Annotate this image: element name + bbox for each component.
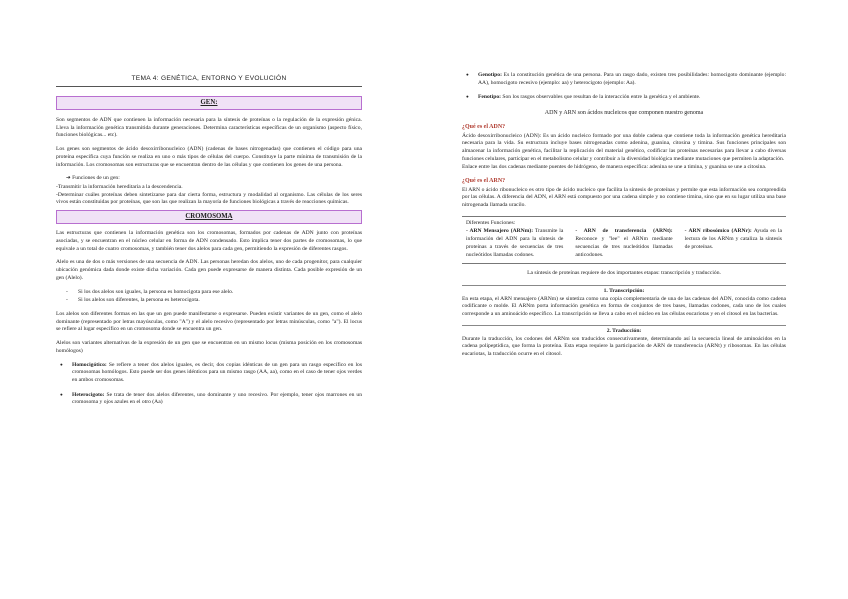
- rna-type-text: Ayuda en la lectura de los ARNm y cataliza la síntesis de proteínas.: [684, 228, 782, 250]
- gen-functions-list: [56, 184, 362, 207]
- term-definition: Es la constitución genética de una persona. Para un rasgo dado, existen tres posibilidades: homocigoto dominante (ejemplo: AA), homocigoto recesivo (ejemplo: aa) y heterocigoto (ejemplo: Aa).: [478, 72, 786, 86]
- rna-type-text: Transmite la información del ADN para la síntesis de proteínas a través de secuencias de tres nucleótidos llamadas codones.: [466, 228, 564, 258]
- cromosoma-paragraph-1: Las estructuras que contienen la información genética son los cromosomas, formados por cadenas de ADN junto con proteínas asociadas, y se encuentran en el núcleo celular en forma de ADN condensado. Esto implica tener dos partes de cromosomas, lo que equivale a un total de cuatro cromosomas, y también tener dos alelos para cada gen, permitiendo la expresión de diferentes rasgos.: [56, 230, 362, 252]
- term-definition: Se trata de tener dos alelos diferentes, uno dominante y uno recesivo. Por ejemplo, tener ojos marrones en un cromosoma y ojos azules en el otro (Aa): [72, 391, 362, 406]
- rna-type-text: Reconoce y "lee" el ARNm mediante secuencias de tres nucleótidos llamadas anticodones.: [575, 236, 673, 258]
- rna-types-box: [462, 216, 786, 265]
- list-item: [462, 94, 786, 102]
- term-heterocigoto: Heterocigoto:: [72, 391, 105, 398]
- list-item: [462, 72, 786, 87]
- genotype-phenotype-list: [462, 72, 786, 102]
- term-fenotipo: Fenotipo:: [478, 94, 501, 101]
- term-homocigotico: Homocigótico:: [72, 361, 107, 368]
- gen-paragraph-1: Son segmentos de ADN que contienen la información necesaria para la síntesis de proteínas o la regulación de la expresión génica. Lleva la información genética transmitida durante generaciones. Determina características específicas de un organismo (aspecto físico, funciones biológicas... etc).: [56, 117, 362, 139]
- zygosity-list: [56, 362, 362, 408]
- list-item: [56, 362, 362, 385]
- rna-type-arnr: [685, 228, 782, 259]
- cromosoma-paragraph-2: Alelo es una de dos o más versiones de una secuencia de ADN. Las personas heredan dos alelos, uno de cada progenitor, para cualquier ubicación genómica dada donde existe dicha variación. Cada gen puede expresarse de manera distinta. Cada posible expresión de un gen (Alelo).: [56, 259, 362, 281]
- alelo-bullet-list: [56, 289, 362, 305]
- gen-function-item: -Determinar cuáles proteínas deben sintetizarse para dar cierta forma, estructura y modalidad al organismo. Las células de los seres vivos están constituidas por proteínas, que son las que realizan la mayoría de funciones biológicas a través de reacciones químicas.: [56, 191, 362, 206]
- adn-question-heading: ¿Qué es el ADN?: [462, 124, 506, 131]
- arn-question-heading: ¿Qué es el ARN?: [462, 178, 506, 185]
- protein-synthesis-intro: La síntesis de proteínas requiere de dos importantes etapas: transcripción y traducción.: [527, 270, 721, 277]
- adn-paragraph-2: Enlace entre las dos cadenas mediante puentes de hidrógeno, de manera específica: adenina se une a timina, y guanina se une a citosina.: [462, 163, 767, 170]
- translation-heading: 2. Traducción:: [462, 325, 786, 336]
- list-item: [56, 392, 362, 407]
- cromosoma-paragraph-4: Alelos son variantes alternativas de la expresión de un gen que se encuentran en un mismo locus (misma posición en los cromosomas homólogos): [56, 340, 362, 354]
- cromosoma-section-heading: CROMOSOMA: [56, 210, 362, 224]
- rna-type-arnm: [466, 228, 563, 259]
- rna-type-name: - ARN ribosómico (ARNr):: [684, 228, 752, 235]
- term-definition: Son los rasgos observables que resultan de la interacción entre la genética y el ambiente.: [501, 94, 701, 101]
- list-item: - Si los alelos son diferentes, la persona es heterocigota.: [56, 297, 362, 305]
- rna-type-arnt: [575, 228, 672, 259]
- right-content: [462, 72, 786, 365]
- adn-paragraph-1: Ácido desoxirribonucleico (ADN): Es un ácido nucleico formado por una doble cadena que contiene toda la información genética hereditaria necesaria para la vida. Su estructura incluye bases nitrogenadas como adenina, guanina, citosina y timina. Sus funciones principales son almacenar la información genética, facilitar la replicación del material genético, codificar las proteínas necesarias para llevar a cabo diversas funciones celulares, participar en el metabolismo celular y contribuir a la diversidad biológica mediante mutaciones que permiten la adaptación.: [462, 132, 786, 162]
- left-content: [56, 96, 362, 414]
- nucleic-acids-intro: ADN y ARN son ácidos nucleicos que componen nuestro genoma: [544, 110, 704, 117]
- gen-section-heading: GEN:: [56, 96, 362, 110]
- gen-paragraph-2: Los genes son segmentos de ácido desoxirribonucleico (ADN) (cadenas de bases nitrogenadas) que contienen el código para una proteína específica cuya función se realiza en uno o más tipos de células del cuerpo. Constituye la parte mínima de transmisión de la información. Los cromosomas son estructuras que se encuentran dentro de las células y que contienen los genes de una persona.: [56, 146, 362, 168]
- translation-paragraph: Durante la traducción, los codones del ARNm son traducidos consecutivamente, determinando así la secuencia lineal de aminoácidos en la cadena polipeptídica, que forma la proteína. Esta etapa requiere la participación de ARN de transferencia (ARNt) y ribosomas. En las células eucariotas, la traducción ocurre en el citosol.: [462, 335, 786, 358]
- page-title: TEMA 4: GENÉTICA, ENTORNO Y EVOLUCIÓN: [131, 75, 287, 82]
- gen-functions-title: ➔ Funciones de un gen:: [66, 175, 120, 182]
- arn-paragraph-1: El ARN o ácido ribonucleico es otro tipo de ácido nucleico que facilita la síntesis de proteínas y permite que esta información sea comprendida por las células. A diferencia del ADN, el ARN está compuesto por una cadena simple y no contiene timina, sino que en su lugar utiliza una base nitrogenada llamada uracilo.: [462, 186, 786, 208]
- cromosoma-paragraph-3: Los alelos son diferentes formas en las que un gen puede manifestarse o expresarse. Pueden existir variantes de un gen, como el alelo dominante (representado por letras mayúsculas, como "A") y el alelo recesivo (representado por letras minúsculas, como "a"). El locus se refiere al lugar específico en un cromosoma donde se encuentra un gen.: [56, 310, 362, 333]
- term-definition: Se refiere a tener dos alelos iguales, es decir, dos copias idénticas de un gen para un rasgo específico en los cromosomas homólogos. Esto puede ser dos genes idénticos para un mismo rasgo (AA, aa), como en el caso de tener ojos verdes en ambos cromosomas.: [72, 361, 362, 383]
- gen-function-item: -Transmitir la información hereditaria a la descendencia.: [56, 184, 183, 191]
- transcription-paragraph: En esta etapa, el ARN mensajero (ARNm) se sintetiza como una copia complementaria de una de las cadenas del ADN, conocida como cadena codificante o molde. El ARNm porta información genética en forma de conjuntos de tres bases, llamadas codones, cada uno de los cuales corresponde a un aminoácido específico. La transcripción se lleva a cabo en el núcleo en las células eucariotas y en el citosol en las bacterias.: [462, 295, 786, 318]
- rna-types-grid: [466, 228, 782, 259]
- term-genotipo: Genotipo:: [478, 72, 502, 78]
- title-divider: [56, 86, 362, 87]
- rna-types-title: Diferentes Funciones:: [466, 219, 516, 226]
- rna-type-name: - ARN Mensajero (ARNm):: [466, 228, 534, 235]
- list-item: - Si los dos alelos son iguales, la persona es homocigota para ese alelo.: [56, 289, 362, 297]
- transcription-heading: 1. Transcripción:: [462, 285, 786, 296]
- rna-type-name: - ARN de transferencia (ARNt):: [575, 228, 673, 235]
